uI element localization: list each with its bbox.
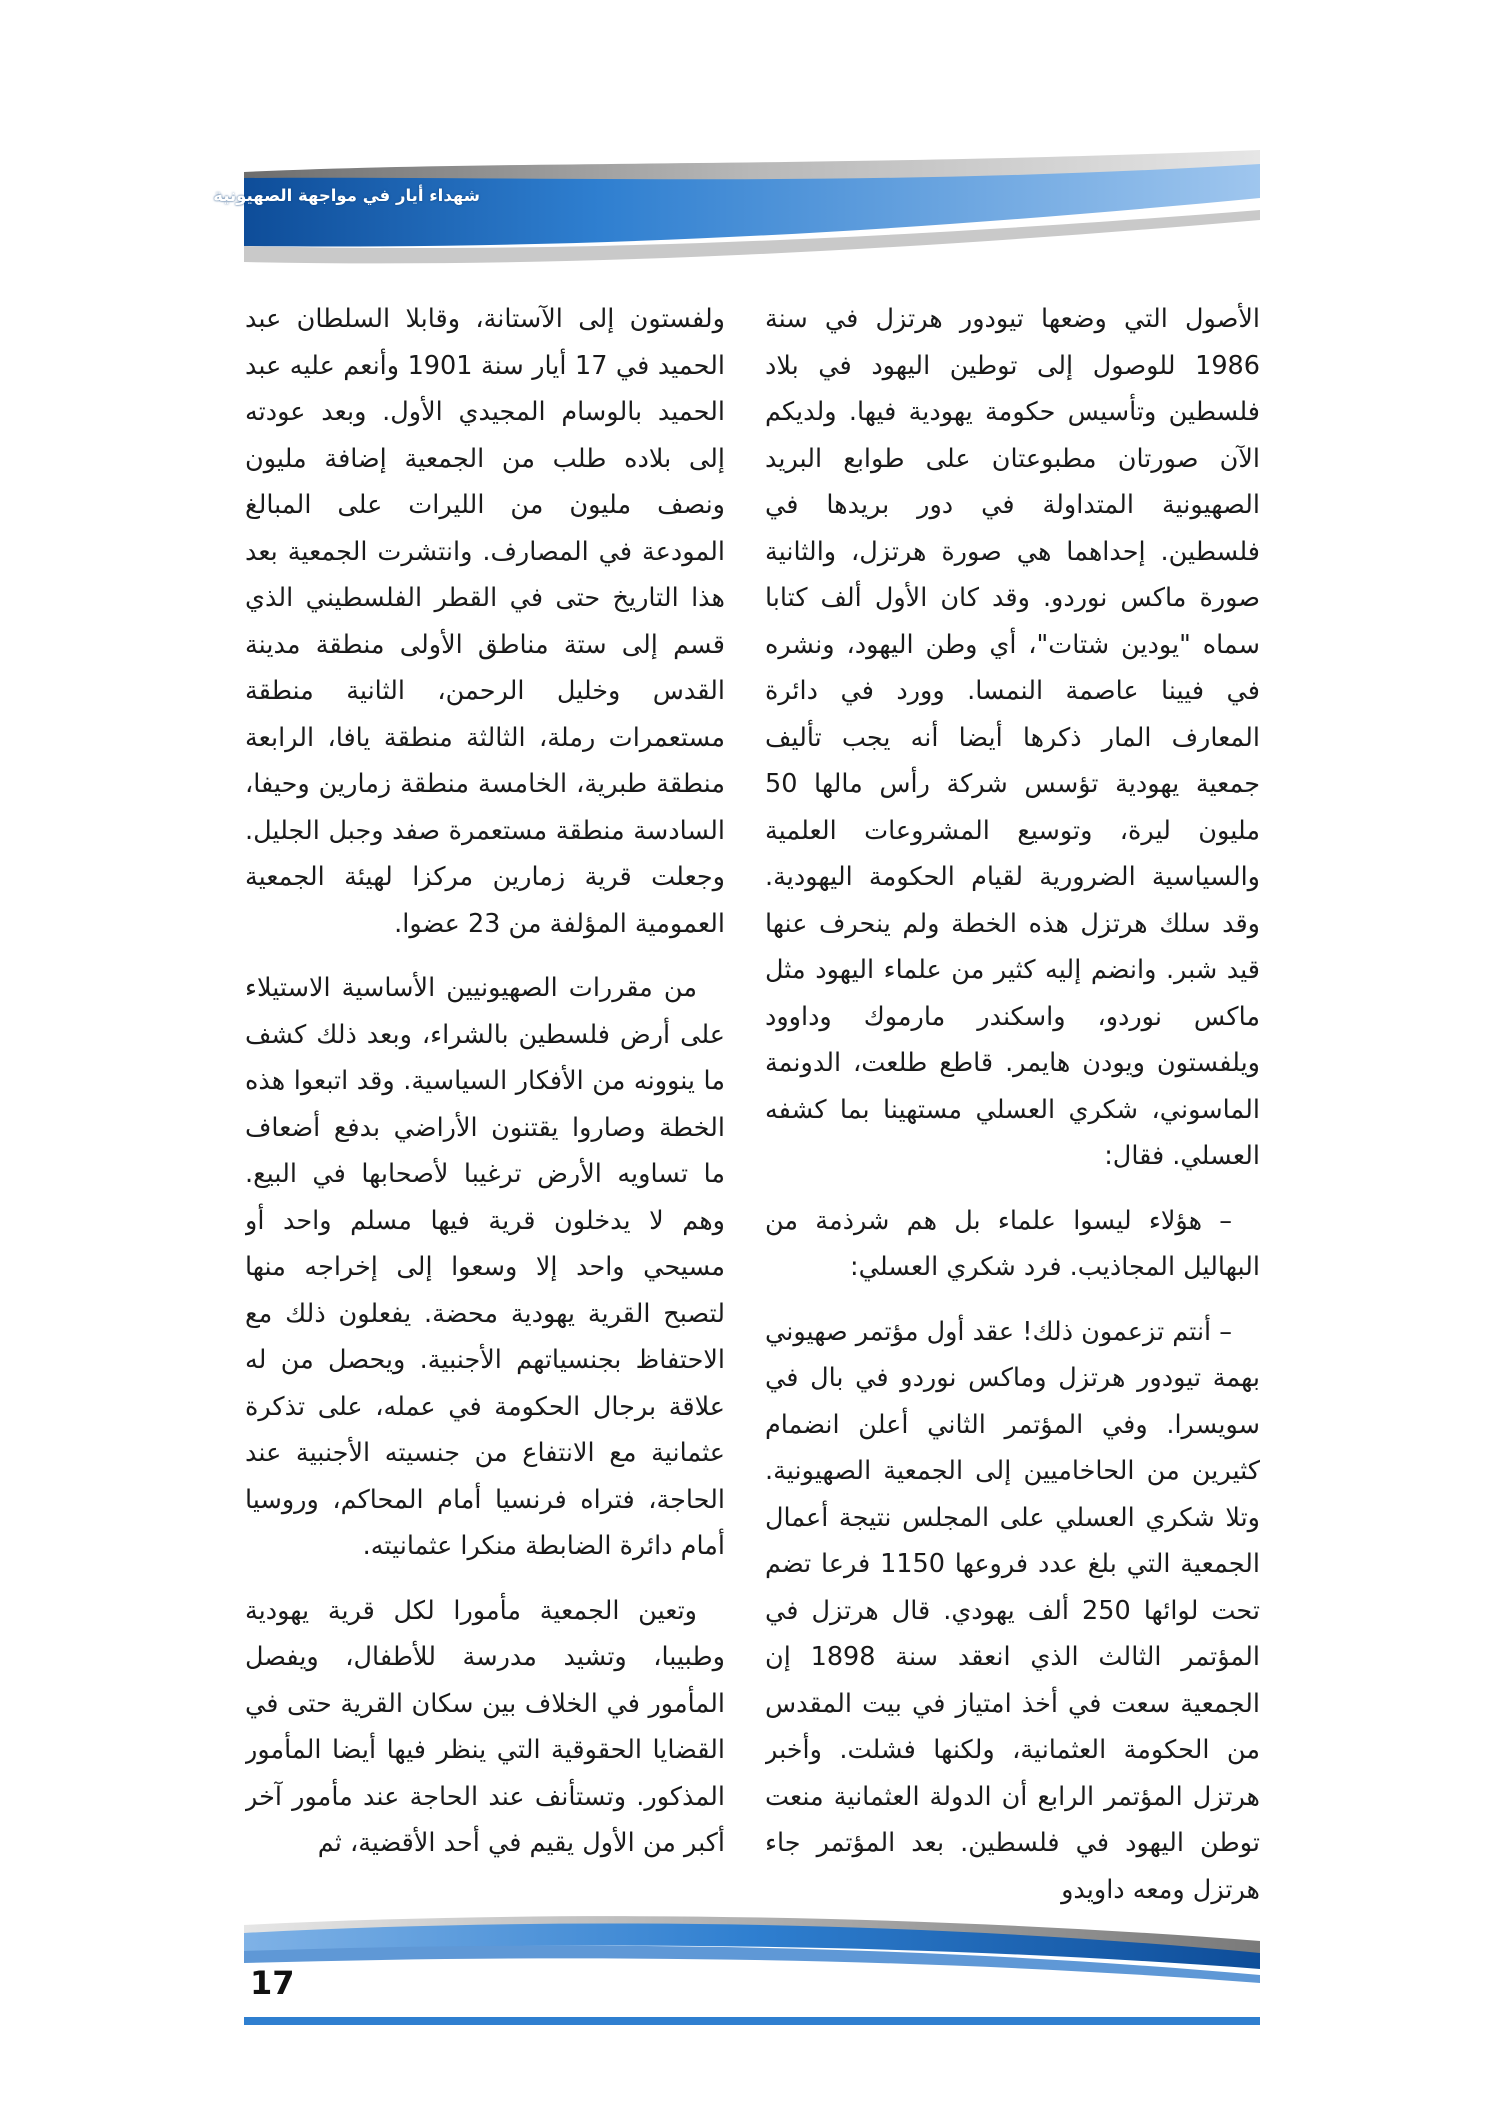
page-number: 17 — [250, 1964, 295, 2002]
paragraph: – أنتم تزعمون ذلك! عقد أول مؤتمر صهيوني بهمة تيودور هرتزل وماكس نوردو في بال في سويسرا. وفي المؤتمر الثاني أعلن انضمام كثيرين من الحاخاميين إلى الجمعية الصهيونية. وتلا شكري العسلي على المجلس نتيجة أعمال الجمعية التي بلغ عدد فروعها 1150 فرعا تضم تحت لوائها 250 ألف يهودي. قال هرتزل في المؤتمر الثالث الذي انعقد سنة 1898 إن الجمعية سعت في أخذ امتياز في بيت المقدس من الحكومة العثمانية، ولكنها فشلت. وأخبر هرتزل المؤتمر الرابع أن الدولة العثمانية منعت توطن اليهود في فلسطين. بعد المؤتمر جاء هرتزل ومعه داويدو — [765, 1316, 1260, 1905]
paragraph: ولفستون إلى الآستانة، وقابلا السلطان عبد الحميد في 17 أيار سنة 1901 وأنعم عليه عبد الحميد بالوسام المجيدي الأول. وبعد عودته إلى بلاده طلب من الجمعية إضافة مليون ونصف مليون من الليرات على المبالغ المودعة في المصارف. وانتشرت الجمعية بعد هذا التاريخ حتى في القطر الفلسطيني الذي قسم إلى ستة مناطق الأولى منطقة مدينة القدس وخليل الرحمن، الثانية منطقة مستعمرات رملة، الثالثة منطقة يافا، الرابعة منطقة طبرية، الخامسة منطقة زمارين وحيفا، السادسة منطقة مستعمرة صفد وجبل الجليل. وجعلت قرية زمارين مركزا لهيئة الجمعية العمومية المؤلفة من 23 عضوا. — [245, 304, 725, 939]
paragraph: من مقررات الصهيونيين الأساسية الاستيلاء على أرض فلسطين بالشراء، وبعد ذلك كشف ما ينوونه من الأفكار السياسية. وقد اتبعوا هذه الخطة وصاروا يقتنون الأراضي بدفع أضعاف ما تساويه الأرض ترغيبا لأصحابها في البيع. وهم لا يدخلون قرية فيها مسلم واحد أو مسيحي واحد إلا وسعوا إلى إخراجه منها لتصبح القرية يهودية محضة. يفعلون ذلك مع الاحتفاظ بجنسياتهم الأجنبية. ويحصل من له علاقة برجال الحكومة في عمله، على تذكرة عثمانية مع الانتفاع من جنسيته الأجنبية عند الحاجة، فتراه فرنسيا أمام المحاكم، وروسيا أمام دائرة الضابطة منكرا عثمانيته. — [245, 973, 725, 1561]
paragraph: – هؤلاء ليسوا علماء بل هم شرذمة من البهاليل المجاذيب. فرد شكري العسلي: — [765, 1205, 1260, 1282]
paragraph: الأصول التي وضعها تيودور هرتزل في سنة 1986 للوصول إلى توطين اليهود في بلاد فلسطين وتأسيس حكومة يهودية فيها. ولديكم الآن صورتان مطبوعتان على طوابع البريد الصهيونية المتداولة في دور بريدها في فلسطين. إحداهما هي صورة هرتزل، والثانية صورة ماكس نوردو. وقد كان الأول ألف كتابا سماه "يودين شتات"، أي وطن اليهود، ونشره في فيينا عاصمة النمسا. وورد في دائرة المعارف المار ذكرها أيضا أنه يجب تأليف جمعية يهودية تؤسس شركة رأس مالها 50 مليون ليرة، وتوسيع المشروعات العلمية والسياسية الضرورية لقيام الحكومة اليهودية. وقد سلك هرتزل هذه الخطة ولم ينحرف عنها قيد شبر. وانضم إليه كثير من علماء اليهود مثل ماكس نوردو، واسكندر مارموك وداوود ويلفستون ويودن هايمر. قاطع طلعت، الدونمة الماسوني، شكري العسلي مستهينا بما كشفه العسلي. فقال: — [765, 304, 1260, 1171]
left-text-column — [245, 296, 725, 1936]
footer-banner — [244, 1905, 1260, 2025]
paragraph: وتعين الجمعية مأمورا لكل قرية يهودية وطبيبا، وتشيد مدرسة للأطفال، ويفصل المأمور في الخلاف بين سكان القرية حتى في القضايا الحقوقية التي ينظر فيها أيضا المأمور المذكور. وتستأنف عند الحاجة عند مأمور آخر أكبر من الأول يقيم في أحد الأقضية، ثم — [245, 1595, 725, 1858]
footer-swoosh-graphic — [244, 1905, 1260, 2025]
right-text-column — [765, 296, 1260, 1936]
header-title: شهداء أيار في مواجهة الصهيونية — [213, 186, 480, 205]
